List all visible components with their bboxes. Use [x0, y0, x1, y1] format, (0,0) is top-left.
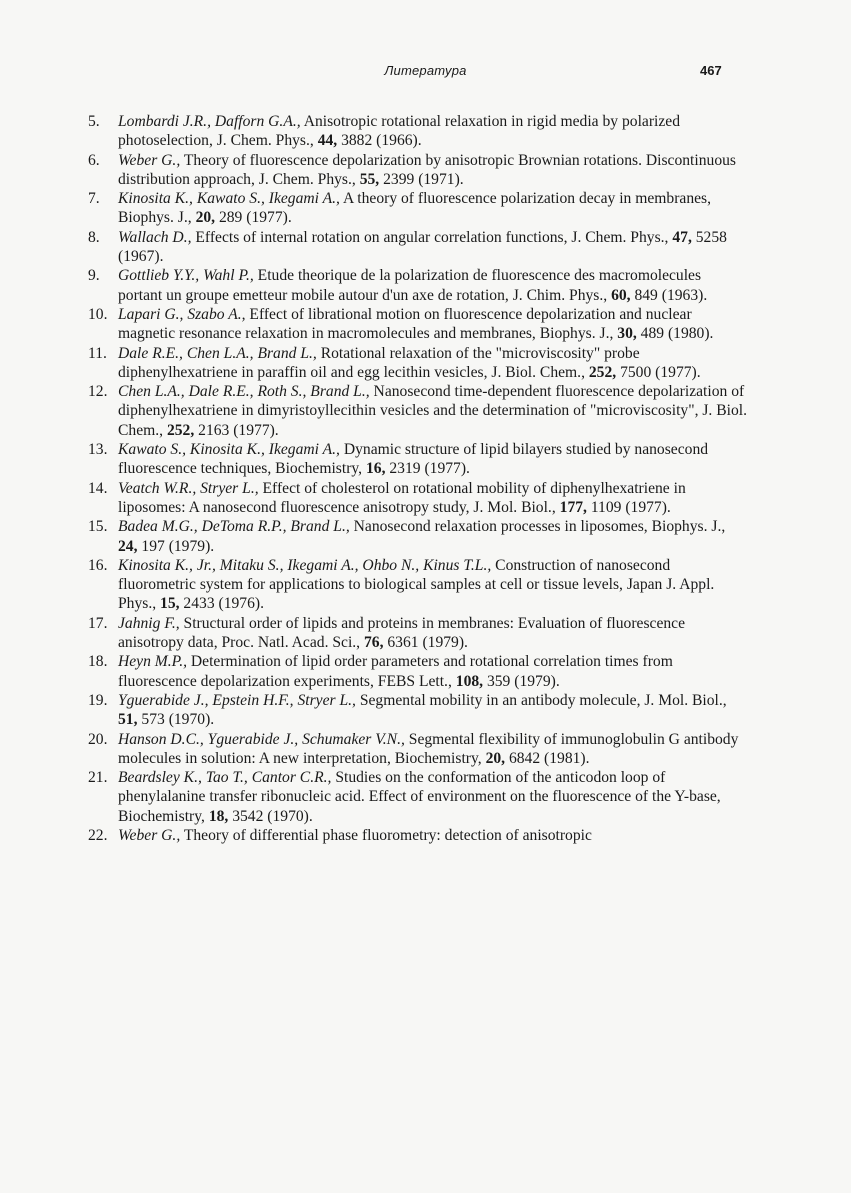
reference-pages-year: 489 (1980).: [636, 325, 714, 343]
reference-body: [118, 113, 680, 149]
reference-item: [88, 556, 748, 614]
reference-body: [118, 731, 738, 767]
reference-body: [118, 769, 721, 825]
reference-body: [118, 152, 736, 188]
reference-volume: 76,: [363, 634, 384, 652]
reference-volume: 51,: [118, 711, 138, 729]
reference-authors: Weber G.,: [118, 151, 181, 169]
reference-number: 15.: [88, 518, 108, 536]
reference-title-source: Nanosecond time-dependent fluorescence depolarization of diphenylhexatriene in dimyristoyllecithin vesicles and the determination of "microviscosity", J. Biol. Chem.,: [118, 383, 747, 439]
reference-title-source: Segmental flexibility of immunoglobulin G antibody molecules in solution: A new interpretation, Biochemistry,: [118, 730, 739, 767]
reference-body: [118, 441, 708, 477]
reference-volume: 20,: [195, 209, 216, 227]
reference-pages-year: 2399 (1971).: [379, 170, 464, 188]
reference-number: 10.: [88, 305, 108, 323]
reference-volume: 60,: [611, 286, 631, 304]
reference-pages-year: 7500 (1977).: [616, 363, 701, 381]
reference-number: 13.: [88, 441, 108, 459]
reference-pages-year: 6361 (1979).: [383, 634, 468, 652]
running-header-title: Литература: [384, 63, 467, 78]
reference-body: [118, 692, 727, 728]
reference-title-source: Construction of nanosecond fluorometric system for applications to biological samples at cell or tissue levels, Japan J. Appl. Phys.,: [118, 556, 715, 613]
reference-title-source: Etude theorique de la polarization de fluorescence des macromolecules portant un groupe emetteur mobile autour d'un axe de rotation, J. Chim. Phys.,: [118, 267, 702, 304]
reference-pages-year: 5258 (1967).: [118, 228, 727, 266]
reference-body: [118, 557, 714, 613]
reference-item: [88, 228, 748, 267]
reference-authors: Lapari G., Szabo A.,: [118, 305, 246, 323]
reference-body: [118, 345, 701, 381]
reference-body: [118, 383, 747, 439]
reference-item: [88, 691, 748, 730]
reference-title-source: Rotational relaxation of the "microviscosity" probe diphenylhexatriene in paraffin oil and egg lecithin vesicles, J. Biol. Chem.,: [118, 344, 640, 381]
reference-title-source: Theory of fluorescence depolarization by anisotropic Brownian rotations. Discontinuous distribution approach, J. Chem. Phys.,: [118, 151, 736, 188]
reference-number: 7.: [88, 190, 100, 208]
reference-number: 21.: [88, 769, 108, 787]
reference-number: 20.: [88, 730, 108, 748]
reference-title-source: Studies on the conformation of the anticodon loop of phenylalanine transfer ribonucleic acid. Effect of environment on the fluorescence of the Y-base, Biochemistry,: [118, 769, 721, 825]
reference-authors: Weber G.,: [118, 826, 181, 844]
reference-title-source: Segmental mobility in an antibody molecule, J. Mol. Biol.,: [355, 691, 727, 709]
reference-title-source: A theory of fluorescence polarization decay in membranes, Biophys. J.,: [118, 190, 712, 227]
reference-pages-year: 3882 (1966).: [337, 132, 422, 150]
reference-authors: Badea M.G., DeToma R.P., Brand L.,: [118, 518, 350, 536]
reference-item: [88, 382, 748, 440]
reference-body: [118, 190, 711, 226]
reference-body: [118, 229, 727, 265]
reference-number: 12.: [88, 383, 108, 401]
reference-item: [88, 440, 748, 479]
reference-title-source: Theory of differential phase fluorometry: detection of anisotropic: [180, 826, 592, 844]
reference-volume: 108,: [455, 672, 484, 690]
reference-pages-year: 573 (1970).: [137, 711, 215, 729]
reference-item: [88, 479, 748, 518]
reference-title-source: Determination of lipid order parameters and rotational correlation times from fluorescence depolarization experiments, FEBS Lett.,: [118, 653, 673, 690]
reference-volume: 252,: [588, 363, 617, 381]
reference-item: [88, 517, 748, 556]
reference-title-source: Structural order of lipids and proteins in membranes: Evaluation of fluorescence anisotropy data, Proc. Natl. Acad. Sci.,: [118, 614, 685, 652]
reference-authors: Veatch W.R., Stryer L.,: [118, 479, 259, 497]
reference-authors: Jahnig F.,: [118, 614, 180, 632]
reference-number: 11.: [88, 344, 107, 362]
reference-body: [118, 306, 713, 342]
reference-number: 6.: [88, 151, 100, 169]
reference-volume: 24,: [118, 537, 138, 555]
reference-body: [118, 653, 673, 689]
reference-pages-year: 1109 (1977).: [586, 498, 671, 516]
reference-volume: 177,: [559, 498, 587, 516]
reference-pages-year: 359 (1979).: [483, 672, 560, 690]
reference-pages-year: 2163 (1977).: [194, 421, 279, 439]
reference-pages-year: 3542 (1970).: [228, 807, 313, 825]
reference-item: [88, 305, 748, 344]
reference-volume: 252,: [166, 421, 195, 439]
reference-title-source: Effect of librational motion on fluorescence depolarization and nuclear magnetic resonance relaxation in macromolecules and membranes, Biophys. J.,: [118, 305, 692, 343]
reference-body: [118, 480, 686, 516]
reference-number: 8.: [88, 228, 100, 246]
reference-list: [88, 112, 748, 845]
reference-pages-year: 849 (1963).: [630, 286, 708, 304]
reference-item: [88, 730, 748, 769]
reference-number: 9.: [88, 267, 100, 285]
reference-item: [88, 614, 748, 653]
reference-volume: 44,: [317, 132, 338, 150]
reference-body: [118, 615, 685, 651]
reference-number: 16.: [88, 556, 108, 574]
reference-item: [88, 768, 748, 826]
reference-authors: Gottlieb Y.Y., Wahl P.,: [118, 267, 254, 285]
reference-pages-year: 2433 (1976).: [179, 595, 264, 613]
reference-body: [118, 827, 592, 844]
reference-title-source: Anisotropic rotational relaxation in rigid media by polarized photoselection, J. Chem. Phys.,: [118, 113, 680, 150]
reference-item: [88, 112, 748, 151]
reference-number: 5.: [88, 113, 100, 130]
reference-body: [118, 267, 707, 303]
reference-authors: Beardsley K., Tao T., Cantor C.R.,: [118, 769, 332, 787]
reference-title-source: Nanosecond relaxation processes in liposomes, Biophys. J.,: [349, 518, 726, 536]
reference-item: [88, 344, 748, 383]
reference-title-source: Dynamic structure of lipid bilayers studied by nanosecond fluorescence techniques, Biochemistry,: [118, 441, 709, 478]
reference-title-source: Effect of cholesterol on rotational mobility of diphenylhexatriene in liposomes: A nanosecond fluorescence anisotropy study, J. Mol. Biol.,: [118, 479, 686, 516]
page-number: 467: [700, 63, 722, 78]
reference-pages-year: 6842 (1981).: [505, 749, 590, 767]
reference-pages-year: 197 (1979).: [137, 537, 215, 555]
reference-authors: Kawato S., Kinosita K., Ikegami A.,: [118, 441, 340, 459]
reference-authors: Chen L.A., Dale R.E., Roth S., Brand L.,: [118, 383, 370, 401]
reference-volume: 15,: [160, 595, 180, 613]
reference-authors: Wallach D.,: [118, 228, 192, 246]
reference-volume: 20,: [485, 749, 506, 767]
reference-authors: Kinosita K., Jr., Mitaku S., Ikegami A., Ohbo N., Kinus T.L.,: [118, 556, 492, 574]
reference-pages-year: 2319 (1977).: [385, 460, 470, 478]
reference-body: [118, 518, 725, 554]
reference-item: [88, 189, 748, 228]
reference-number: 17.: [88, 614, 108, 632]
reference-authors: Kinosita K., Kawato S., Ikegami A.,: [118, 190, 340, 208]
reference-item: [88, 652, 748, 691]
reference-pages-year: 289 (1977).: [215, 209, 292, 227]
reference-authors: Dale R.E., Chen L.A., Brand L.,: [118, 344, 317, 362]
reference-volume: 30,: [617, 325, 637, 343]
reference-volume: 16,: [365, 460, 386, 478]
reference-item: [88, 266, 748, 305]
reference-volume: 18,: [208, 807, 229, 825]
reference-volume: 47,: [672, 228, 692, 246]
reference-number: 19.: [88, 691, 108, 709]
reference-authors: Hanson D.C., Yguerabide J., Schumaker V.N.,: [118, 730, 405, 748]
reference-authors: Heyn M.P.,: [118, 653, 187, 671]
reference-number: 22.: [88, 826, 108, 844]
reference-number: 18.: [88, 653, 108, 671]
reference-title-source: Effects of internal rotation on angular correlation functions, J. Chem. Phys.,: [191, 228, 673, 246]
reference-authors: Lombardi J.R., Dafforn G.A.,: [118, 113, 301, 130]
reference-item: [88, 826, 748, 845]
reference-number: 14.: [88, 479, 108, 497]
reference-authors: Yguerabide J., Epstein H.F., Stryer L.,: [118, 691, 356, 709]
reference-volume: 55,: [359, 170, 380, 188]
reference-item: [88, 151, 748, 190]
